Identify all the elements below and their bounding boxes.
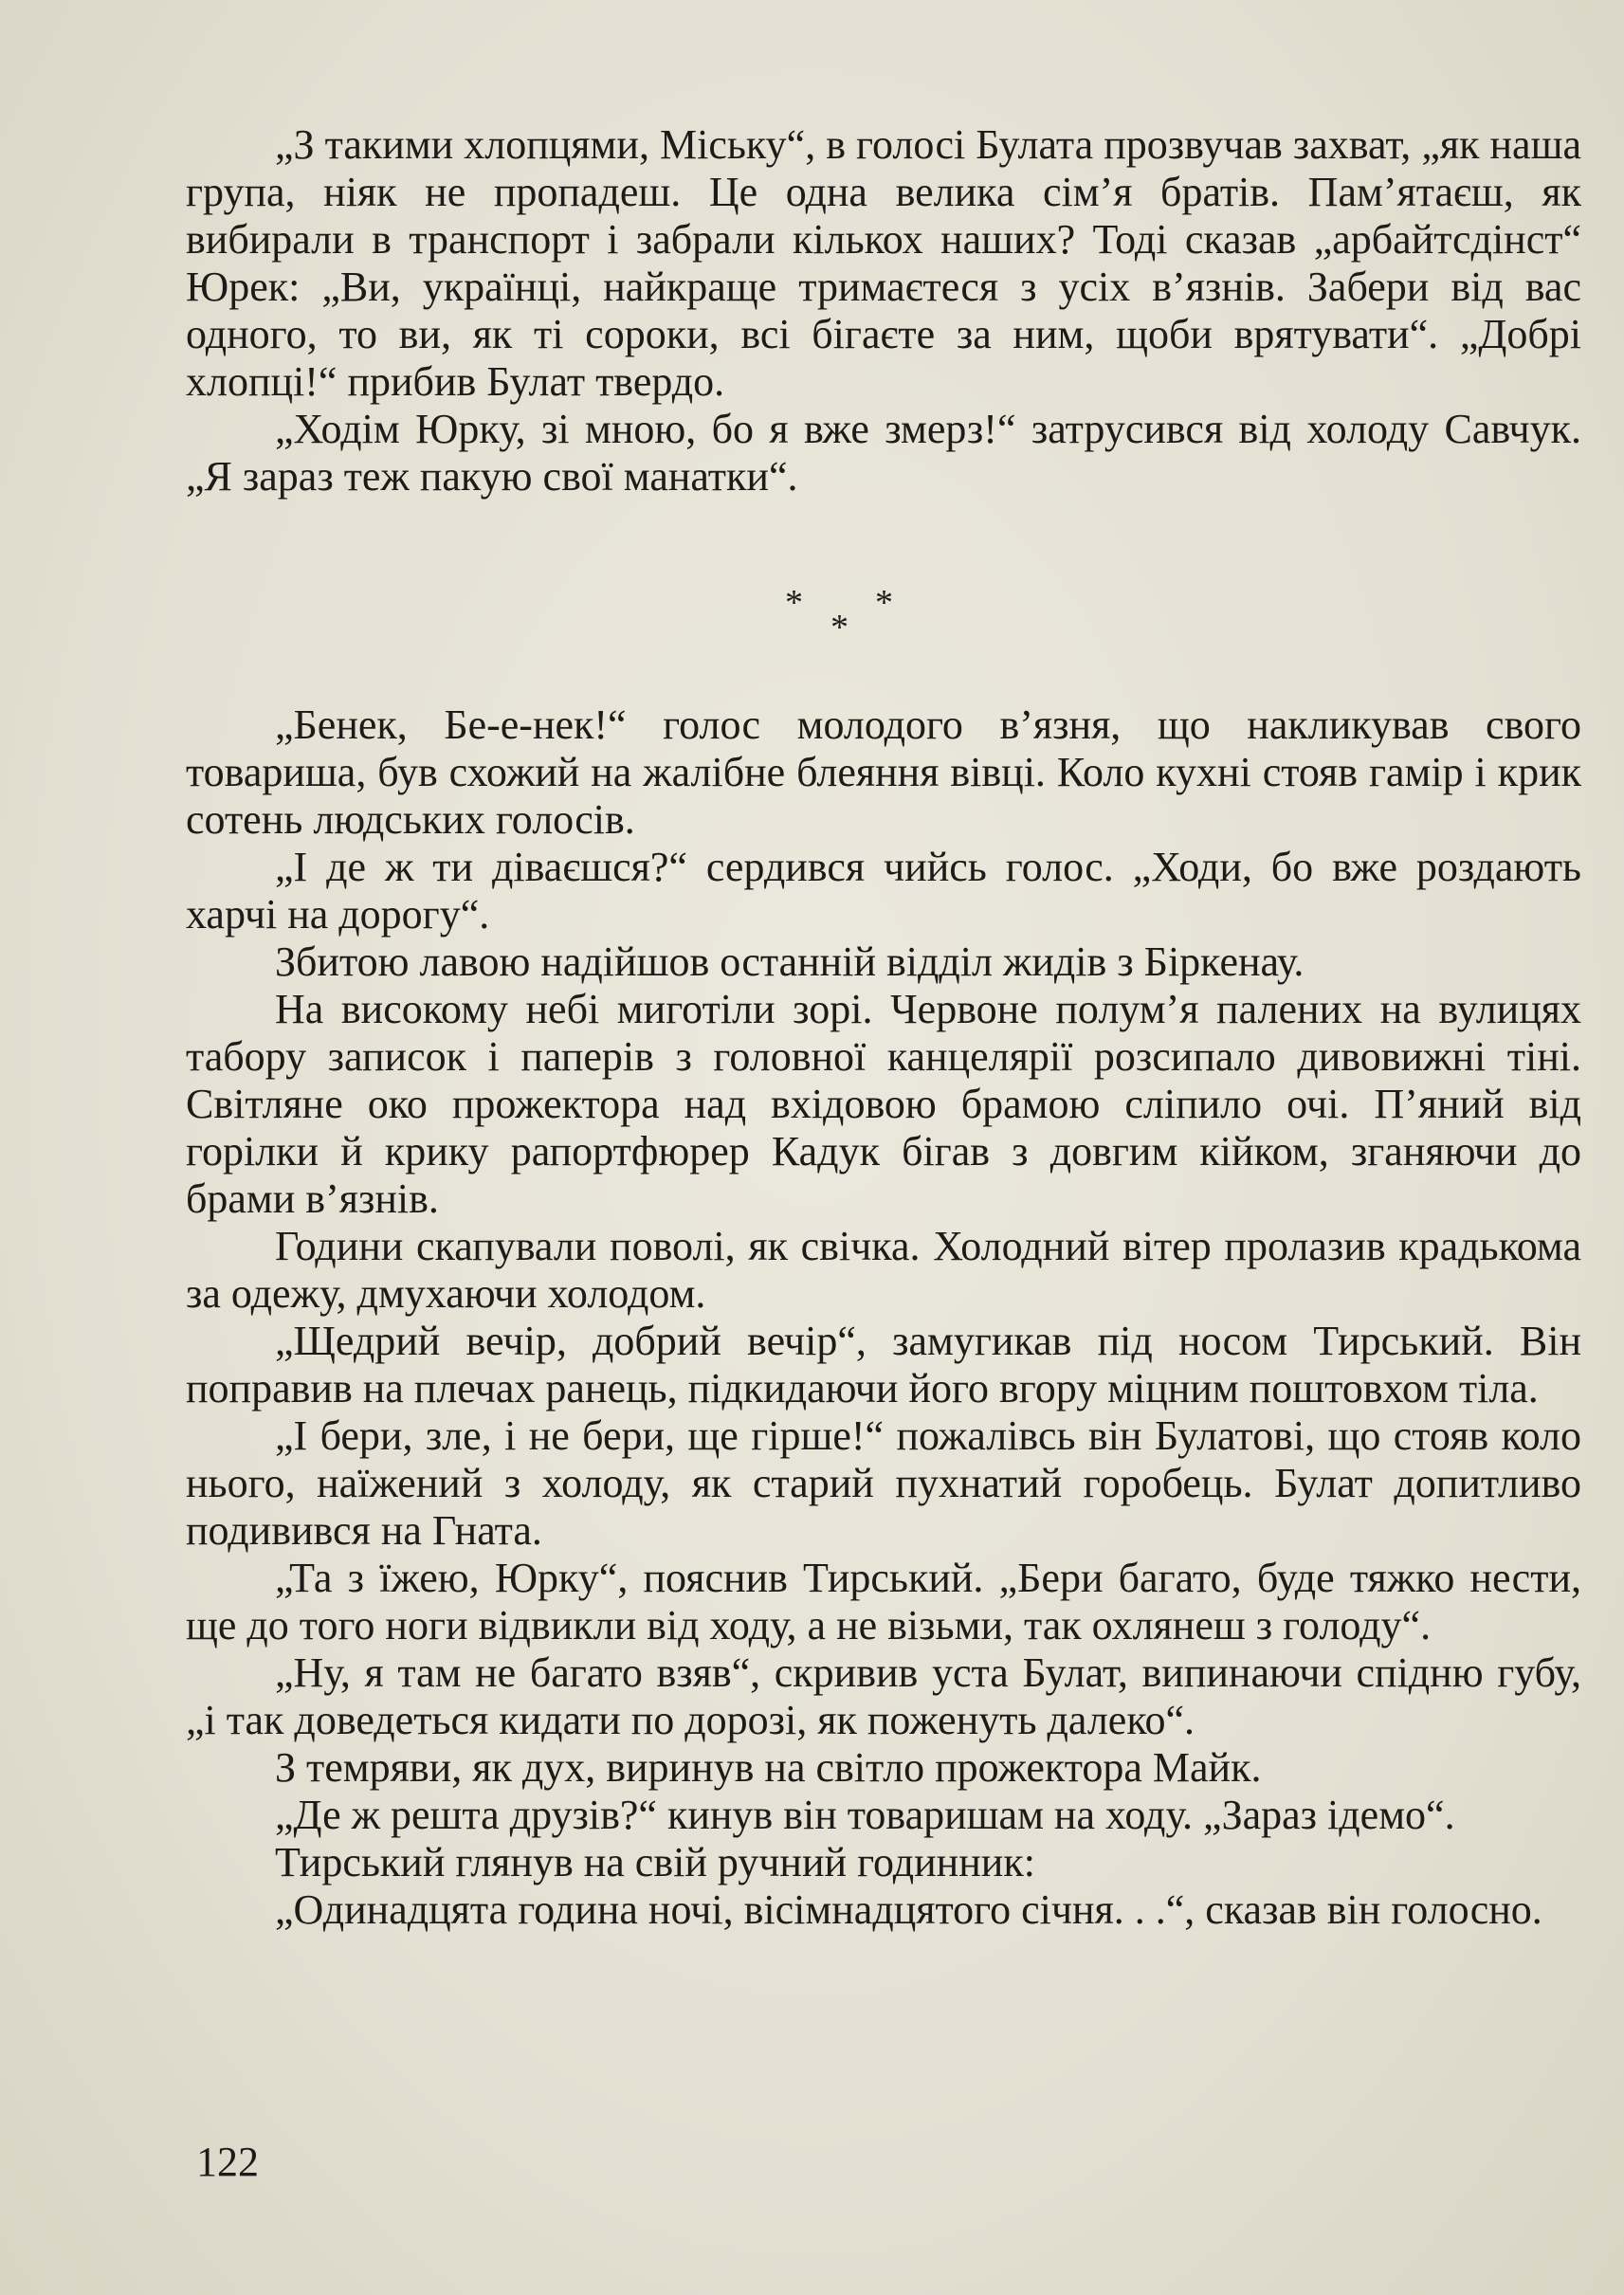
paragraph: З темряви, як дух, виринув на світло прожектора Майк. xyxy=(275,1744,1262,1791)
paragraph: „З такими хлопцями, Міську“, в голосі Булата прозвучав захват, „як наша група, ніяк не пропадеш. Це одна велика сім’я братів. Пам’ятаєш, як вибирали в транспорт і забрали кількох наших? Тоді сказав „арбайтсдінст“ Юрек: „Ви, українці, найкраще тримаєтеся з усіх в’язнів. Забери від вас одного, то ви, як ті сороки, всі бігаєте за ним, щоби врятувати“. „Добрі хлопці!“ прибив Булат твердо. xyxy=(186,121,1581,405)
paragraph: Години скапували поволі, як свічка. Холодний вітер пролазив крадькома за одежу, дмухаючи холодом. xyxy=(186,1223,1581,1317)
paragraph: Тирський глянув на свій ручний годинник: xyxy=(275,1839,1035,1885)
paragraph: „Бенек, Бе-е-нек!“ голос молодого в’язня, що накликував свого товариша, був схожий на жалібне блеяння вівці. Коло кухні стояв гамір і крик сотень людських голосів. xyxy=(186,701,1581,843)
top-text-section xyxy=(186,121,1581,501)
paragraph: „Та з їжею, Юрку“, пояснив Тирський. „Бери багато, буде тяжко нести, ще до того ноги відвикли від ходу, а не візьми, так охлянеш з голоду“. xyxy=(186,1555,1581,1648)
paragraph: Збитою лавою надійшов останній відділ жидів з Біркенау. xyxy=(275,938,1305,985)
separator-asterisk: * xyxy=(875,583,893,623)
section-separator xyxy=(758,578,948,645)
paragraph: „Ходім Юрку, зі мною, бо я вже змерз!“ затрусився від холоду Савчук. „Я зараз теж пакую свої манатки“. xyxy=(186,406,1581,500)
paragraph: „І бери, зле, і не бери, ще гірше!“ пожалівсь він Булатові, що стояв коло нього, наїжений з холоду, як старий пухнатий горобець. Булат допитливо подивився на Гната. xyxy=(186,1412,1581,1554)
page-number: 122 xyxy=(196,2139,259,2185)
paragraph: „Де ж решта друзів?“ кинув він товаришам на ходу. „Зараз ідемо“. xyxy=(275,1792,1455,1838)
separator-asterisk: * xyxy=(785,583,803,623)
paragraph: „І де ж ти діваєшся?“ сердився чийсь голос. „Ходи, бо вже роздають харчі на дорогу“. xyxy=(186,844,1581,938)
paragraph: „Ну, я там не багато взяв“, скривив уста Булат, випинаючи спідню губу, „і так доведеться кидати по дорозі, як поженуть далеко“. xyxy=(186,1649,1581,1743)
paragraph: „Одинадцята година ночі, вісімнадцятого січня. . .“, сказав він голосно. xyxy=(275,1886,1542,1933)
separator-asterisk: * xyxy=(830,608,848,647)
paragraph: На високому небі миготіли зорі. Червоне полум’я палених на вулицях табору записок і паперів з головної канцелярії розсипало дивовижні тіні. Світляне око прожектора над вхідовою брамою сліпило очі. П’яний від горілки й крику рапортфюрер Кадук бігав з довгим кійком, зганяючи до брами в’язнів. xyxy=(186,986,1581,1222)
paragraph: „Щедрий вечір, добрий вечір“, замугикав під носом Тирський. Він поправив на плечах ранець, підкидаючи його вгору міцним поштовхом тіла. xyxy=(186,1318,1581,1412)
main-text-section xyxy=(186,701,1581,1934)
